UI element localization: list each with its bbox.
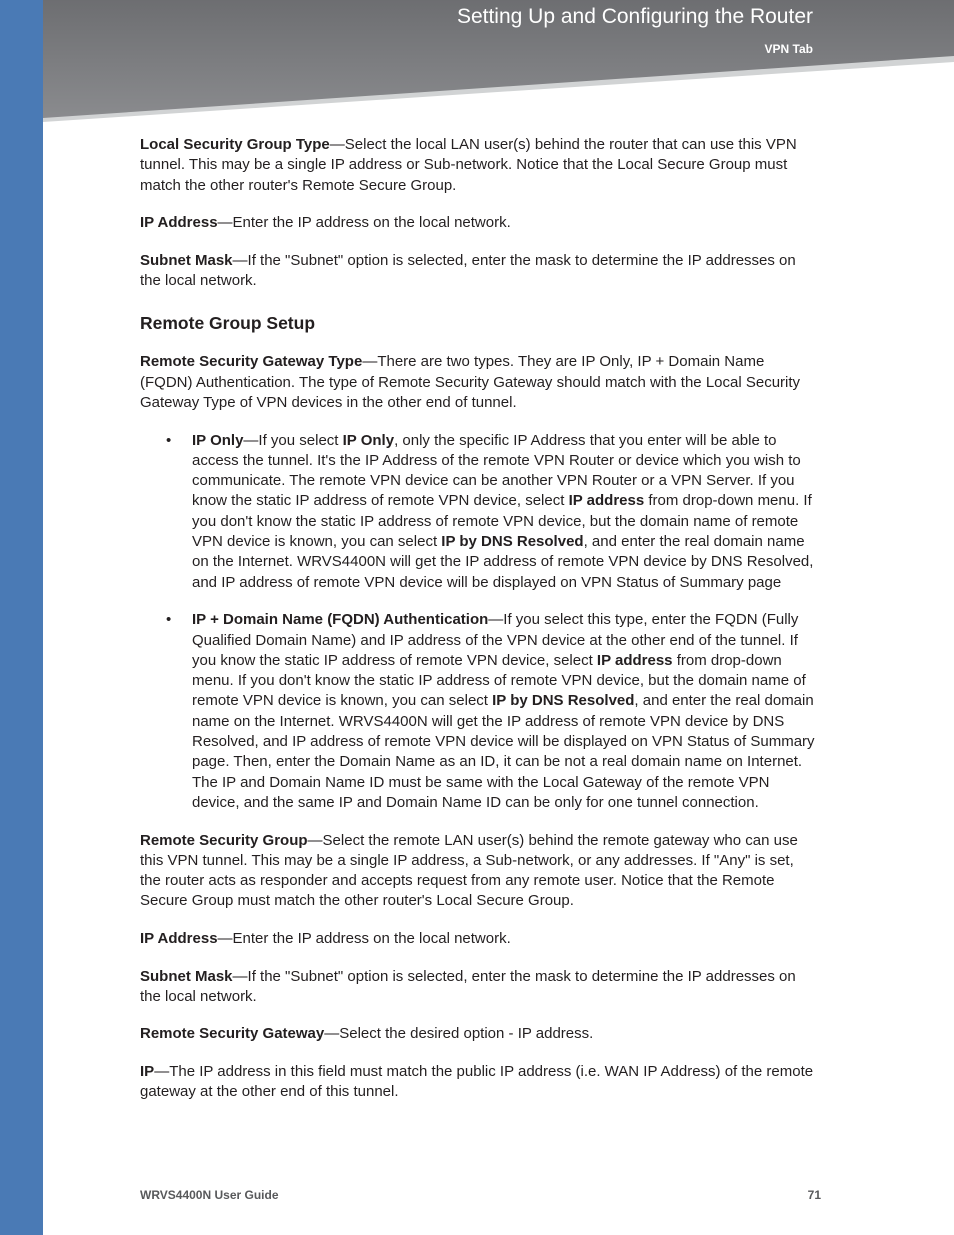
left-accent-bar <box>0 0 43 1235</box>
emphasis: IP Only <box>342 431 395 449</box>
paragraph-remote-security-group <box>140 831 816 912</box>
section-heading: Remote Group Setup <box>140 313 316 334</box>
paragraph-remote-security-gateway <box>140 1024 816 1044</box>
gateway-type-list <box>140 431 816 814</box>
term: IP Only <box>192 431 244 449</box>
description: —The IP address in this field must match the public IP address (i.e. WAN IP Address) of the remote gateway at the other end of this tunnel. <box>140 1063 814 1101</box>
list-item-fqdn-authentication <box>140 610 816 813</box>
paragraph-remote-security-gateway-type <box>140 352 816 413</box>
description: —If the "Subnet" option is selected, enter the mask to determine the IP addresses on the local network. <box>140 967 796 1005</box>
text: , and enter the real domain name on the Internet. WRVS4400N will get the IP address of remote VPN device by DNS Resolved, and IP address of remote VPN device will be displayed on VPN Status of Summary page <box>192 533 814 591</box>
term: IP <box>140 1063 155 1081</box>
term: Remote Security Gateway <box>140 1025 325 1043</box>
paragraph-subnet-mask-remote <box>140 967 816 1008</box>
text: —If you select <box>243 431 343 449</box>
list-item-ip-only <box>140 431 816 593</box>
term: IP Address <box>140 214 218 232</box>
text: —If you select this type, enter the FQDN (Fully Qualified Domain Name) and IP address of the VPN device at the other end of the tunnel. If you know the static IP address of remote VPN device, select <box>192 611 799 669</box>
description: —Select the local LAN user(s) behind the router that can use this VPN tunnel. This may be a single IP address or Sub-network. Notice that the Local Secure Group must match the other router's Remote Secure Group. <box>140 136 797 194</box>
bullet-icon: • <box>166 431 172 449</box>
term: Subnet Mask <box>140 251 233 269</box>
term: Local Security Group Type <box>140 136 330 153</box>
paragraph-local-security-group-type <box>140 135 816 196</box>
chapter-title: Setting Up and Configuring the Router <box>456 5 813 28</box>
term: IP + Domain Name (FQDN) Authentication <box>192 611 489 629</box>
term: Remote Security Gateway Type <box>140 353 363 371</box>
emphasis: IP by DNS Resolved <box>441 533 584 551</box>
footer-page-number: 71 <box>807 1188 821 1202</box>
emphasis: IP address <box>568 492 645 510</box>
text: , only the specific IP Address that you enter will be able to access the tunnel. It's the IP Address of the remote VPN Router or device which you wish to communicate. The remote VPN device can be another VPN Router or a VPN Server. If you know the static IP address of remote VPN device, select <box>192 431 801 510</box>
text: from drop-down menu. If you don't know the static IP address of remote VPN device, but the domain name of remote VPN device is known, you can select <box>192 492 812 551</box>
text: from drop-down menu. If you don't know the static IP address of remote VPN device, but the domain name of remote VPN device is known, you can select <box>192 651 806 710</box>
page-body <box>140 135 816 1120</box>
description: —There are two types. They are IP Only, IP + Domain Name (FQDN) Authentication. The type of Remote Security Gateway should match with the Local Security Gateway Type of VPN devices in the other end of tunnel. <box>140 353 801 411</box>
emphasis: IP by DNS Resolved <box>492 692 635 710</box>
footer-guide-name: WRVS4400N User Guide <box>140 1188 279 1202</box>
paragraph-ip-address <box>140 213 816 233</box>
section-subtitle: VPN Tab <box>764 42 813 56</box>
bullet-icon: • <box>166 611 172 629</box>
term: IP Address <box>140 929 218 947</box>
description: —Enter the IP address on the local network. <box>217 929 511 947</box>
paragraph-subnet-mask <box>140 251 816 292</box>
term: Remote Security Group <box>140 831 308 849</box>
paragraph-ip <box>140 1062 816 1103</box>
page-header <box>43 0 954 125</box>
text: , and enter the real domain name on the Internet. WRVS4400N will get the IP address of remote VPN device by DNS Resolved, and IP address of remote VPN device will be displayed on VPN Status of Summary page. Then, enter the Domain Name as an ID, it can be not a real domain name on Internet. The IP and Domain Name ID must be same with the Local Gateway of the remote VPN device, and the same IP and Domain Name ID can be only for one tunnel connection. <box>192 692 815 811</box>
emphasis: IP address <box>596 651 673 669</box>
paragraph-ip-address-remote <box>140 929 816 949</box>
description: —Enter the IP address on the local network. <box>217 214 511 232</box>
description: —Select the remote LAN user(s) behind the remote gateway who can use this VPN tunnel. This may be a single IP address, a Sub-network, or any addresses. If "Any" is set, the router acts as responder and accepts request from any remote user. Notice that the Remote Secure Group must match the other router's Local Secure Group. <box>140 831 798 910</box>
description: —If the "Subnet" option is selected, enter the mask to determine the IP addresses on the local network. <box>140 251 796 290</box>
term: Subnet Mask <box>140 967 233 985</box>
description: —Select the desired option - IP address. <box>324 1025 594 1043</box>
